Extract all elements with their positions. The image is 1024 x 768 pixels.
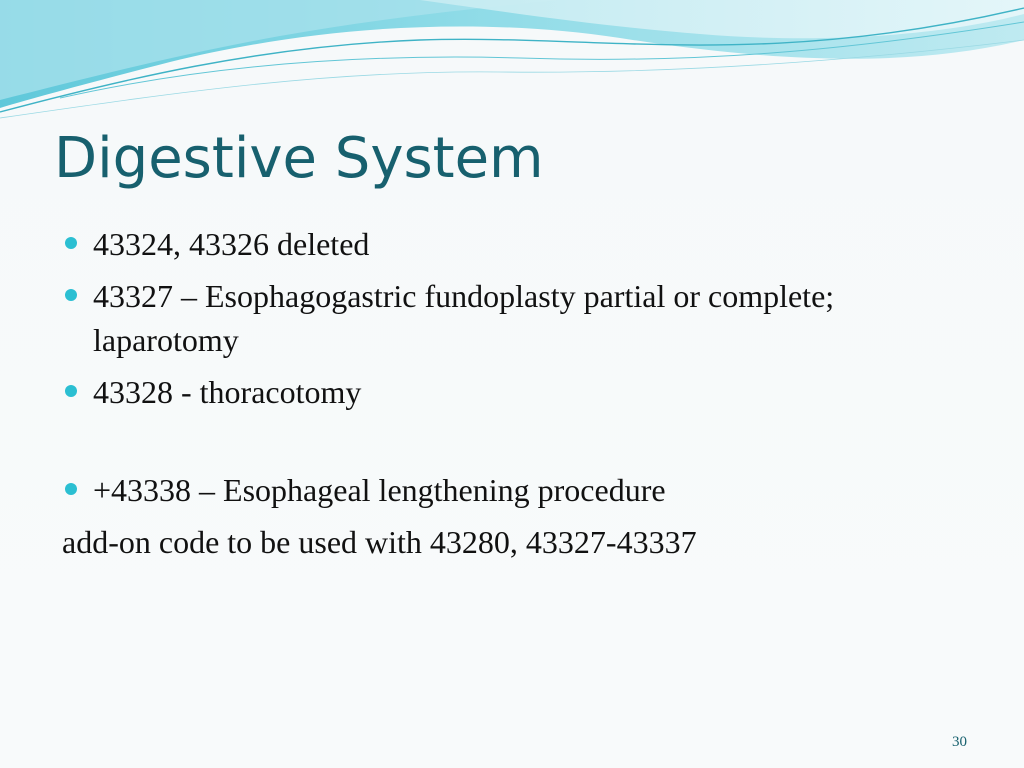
bullet-item: [62, 222, 962, 266]
add-on-note: add-on code to be used with 43280, 43327-43337: [62, 524, 697, 560]
bullet-dot-icon: [65, 289, 77, 301]
bullet-list: [62, 222, 962, 564]
bullet-item: [62, 274, 962, 362]
bullet-text: 43327 – Esophagogastric fundoplasty partial or complete; laparotomy: [93, 278, 835, 358]
bullet-item: [62, 468, 962, 512]
bullet-text: 43324, 43326 deleted: [93, 226, 370, 262]
wave-header-decoration: [0, 0, 1024, 130]
bullet-text: 43328 - thoracotomy: [93, 374, 362, 410]
bullet-dot-icon: [65, 237, 77, 249]
bullet-item: [62, 370, 962, 414]
bullet-text: +43338 – Esophageal lengthening procedure: [93, 472, 666, 508]
slide-title: Digestive System: [54, 126, 544, 191]
slide-number: 30: [952, 734, 967, 750]
bullet-dot-icon: [65, 483, 77, 495]
bullet-dot-icon: [65, 385, 77, 397]
